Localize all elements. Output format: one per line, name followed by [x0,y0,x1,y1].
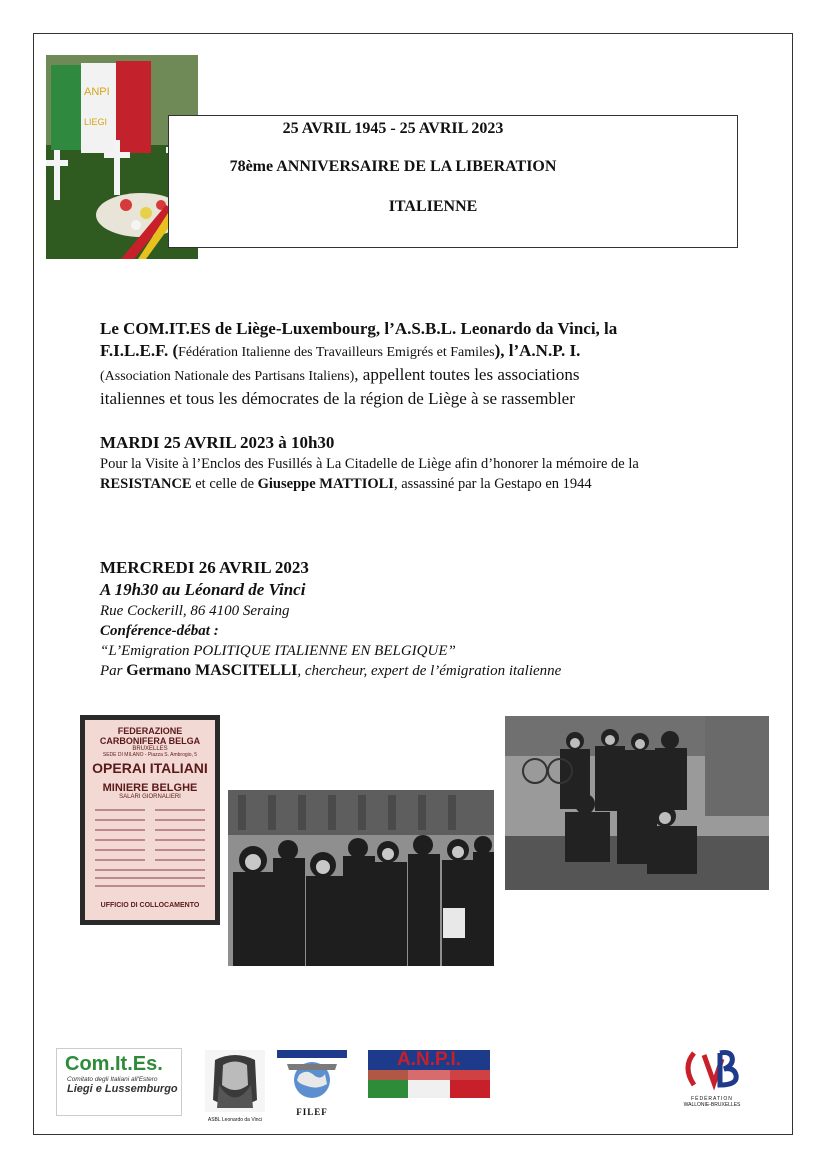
comites-logo-text: Com.It.Es. [65,1053,163,1075]
event-wednesday-heading: MERCREDI 26 AVRIL 2023 [100,558,309,577]
event-tuesday-mattioli: Giuseppe MATTIOLI [257,476,394,492]
flag-text-liegi: LIEGI [84,117,108,127]
comites-logo-city: Liegi e Lussemburgo [67,1083,178,1095]
intro-filef: F.I.L.E.F. ( [100,341,179,360]
intro-line-4: italiennes et tous les démocrates de la région de Liège à se rassembler [100,389,575,408]
leonardo-logo-caption: ASBL Leonardo da Vinci [207,1117,263,1123]
event-wednesday-time: A 19h30 au Léonard de Vinci [100,580,306,599]
event-tuesday-resistance: RESISTANCE [100,476,192,492]
title-liberation: ITALIENNE [388,198,478,215]
event-tuesday-mid: et celle de [191,476,258,492]
anpi-logo [368,1050,490,1098]
intro-anpi: ), l’A.N.P. I. [494,341,581,360]
poster-salari: SALARI GIORNALIERI [119,794,181,800]
event-tuesday-heading: MARDI 25 AVRIL 2023 à 10h30 [100,433,335,452]
event-wednesday-address: Rue Cockerill, 86 4100 Seraing [100,603,290,619]
miners-photo [505,716,769,890]
intro-paragraph [100,318,740,410]
fwb-logo-line2: WALLONIE-BRUXELLES [683,1102,741,1108]
event-wednesday-type: Conférence-débat : [100,623,219,639]
anpi-logo-text: A.N.P.I. [368,1050,490,1070]
intro-filef-full: Fédération Italienne des Travailleurs Emigrés et Familes [178,345,495,360]
event-wednesday-speaker: Germano MASCITELLI [126,662,298,679]
title-anniversary: 78ème ANNIVERSAIRE DE LA LIBERATION [229,158,557,175]
leonardo-logo [205,1050,265,1122]
event-tuesday-end: , assassiné par la Gestapo en 1944 [393,476,592,492]
emigrants-crowd-photo [228,790,494,966]
event-tuesday [100,432,760,494]
intro-anpi-full: (Association Nationale des Partisans Italiens) [100,369,355,384]
poster-brussels: BRUXELLES [132,746,168,752]
event-wednesday [100,557,760,681]
poster-miniere: MINIERE BELGHE [102,782,198,794]
event-wednesday-by: Par [100,663,127,679]
filef-logo [277,1050,347,1115]
event-wednesday-title: “L’Emigration POLITIQUE ITALIENNE EN BELGIQUE” [100,643,456,659]
filef-logo-text: FILEF [296,1107,328,1117]
fwb-logo [672,1045,752,1115]
comites-logo [56,1048,182,1116]
title-box [168,115,738,248]
title-dates: 25 AVRIL 1945 - 25 AVRIL 2023 [282,120,504,137]
fwb-logo-line1: FÉDÉRATION [691,1096,733,1102]
flag-text-anpi: ANPI [84,86,110,98]
poster-ufficio: UFFICIO DI COLLOCAMENTO [100,902,200,909]
event-tuesday-line1: Pour la Visite à l’Enclos des Fusillés à La Citadelle de Liège afin d’honorer la mémoire de la [100,456,639,472]
poster-operai: OPERAI ITALIANI [92,760,208,776]
intro-line-1: Le COM.IT.ES de Liège-Luxembourg, l’A.S.B.L. Leonardo da Vinci, la [100,319,618,338]
comites-logo-subtitle: Comitato degli Italiani all'Estero [67,1076,158,1083]
recruitment-poster-image [80,715,220,925]
poster-seat: SEDE DI MILANO - Piazza S. Ambrogio, 5 [102,752,198,758]
event-wednesday-role: , chercheur, expert de l’émigration italienne [297,663,562,679]
intro-appeal: , appellent toutes les associations [354,365,580,384]
poster-federation: FEDERAZIONE CARBONIFERA BELGA [99,726,201,746]
